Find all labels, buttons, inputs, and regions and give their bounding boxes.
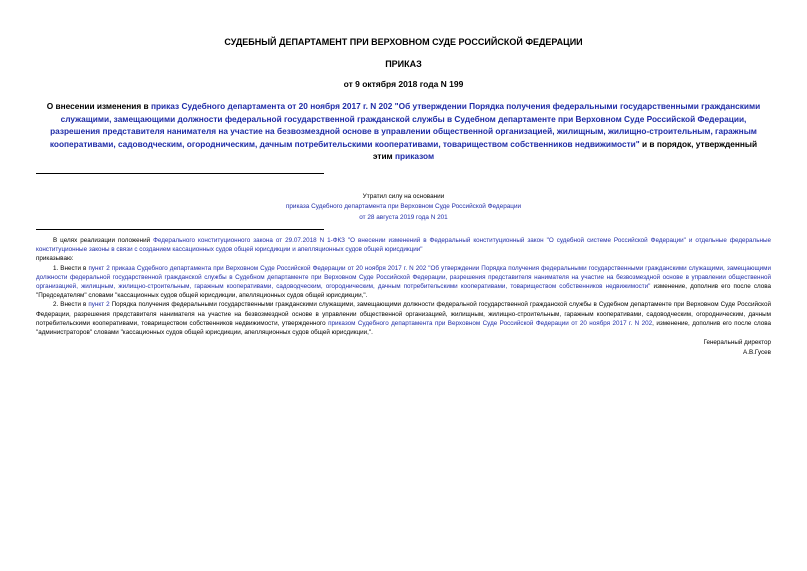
signature-position: Генеральный директор — [703, 339, 771, 347]
paragraph-item-2 — [36, 300, 771, 337]
item-1-link[interactable]: пункт 2 приказа Судебного департамента при Верховном Суде Российской Федерации от 20 ноября 2017 г. N 202 "Об утверждении Порядка получения федеральными государственными гражданскими служащими, замещающими должности федеральной государственной гражданской службы в Судебном департаменте при Верховном Суде Российской Федерации, разрешения представителя нанимателя на участие на безвозмездной основе в управлении общественной организацией, жилищным, жилищно-строительным, гаражным кооперативами, садоводческим, огородническим, дачным потребительскими кооперативами, товариществом собственников недвижимости" — [36, 264, 771, 291]
document-title — [36, 100, 771, 163]
paragraph-preamble — [36, 236, 771, 254]
item-2-link-order[interactable]: приказом Судебного департамента при Верховном Суде Российской Федерации от 20 ноября 2017 г. N 202 — [328, 319, 653, 327]
document — [36, 36, 771, 357]
title-link-order[interactable]: приказом — [395, 151, 435, 161]
item-1-prefix: 1. Внести в — [53, 264, 89, 272]
item-2-link-point[interactable]: пункт 2 — [88, 301, 110, 309]
date-number-heading: от 9 октября 2018 года N 199 — [343, 79, 464, 89]
law-link[interactable]: Федерального конституционного закона от 29.07.2018 N 1-ФКЗ "О внесении изменений в Федеральный конституционный закон "О судебной системе Российской Федерации" и отдельные федеральные конституционные законы в связи с созданием кассационных судов общей юрисдикции и апелляционных судов общей юрисдикции" — [36, 237, 771, 254]
paragraph-item-1 — [36, 264, 771, 301]
doc-type-heading: ПРИКАЗ — [385, 59, 422, 69]
signature-name: А.В.Гусев — [743, 348, 771, 356]
title-prefix: О внесении изменения в — [46, 101, 151, 111]
item-2-prefix: 2. Внести в — [53, 301, 89, 309]
department-heading: СУДЕБНЫЙ ДЕПАРТАМЕНТ ПРИ ВЕРХОВНОМ СУДЕ РОССИЙСКОЙ ФЕДЕРАЦИИ — [224, 37, 583, 47]
expired-line-1: Утратил силу на основании — [362, 192, 445, 200]
item-2-text: Порядка получения федеральными государственными гражданскими служащими, замещающими должности федеральной государственной гражданской службы в Судебном департаменте при Верховном Суде Российской Федерации, разрешения представителя нанимателя на участие на безвозмездной основе в управлении общественной организацией, жилищным, жилищно-строительным, гаражным кооперативами, садоводческим, огородническим, дачным потребительскими кооперативами, товариществом собственников недвижимости, утвержденного — [36, 301, 772, 327]
preamble-text: В целях реализации положений — [53, 237, 154, 244]
signature-block — [36, 338, 771, 357]
expired-notice — [36, 192, 771, 224]
expired-link-date[interactable]: от 28 августа 2019 года N 201 — [359, 213, 448, 221]
divider-bottom — [36, 229, 324, 230]
expired-link[interactable]: приказа Судебного департамента при Верховном Суде Российской Федерации — [285, 203, 522, 210]
title-link-order-202[interactable]: приказ Судебного департамента от 20 ноября 2017 г. N 202 "Об утверждении Порядка получения федеральными государственными гражданскими служащими, замещающими должности федеральной государственной гражданской службы в Судебном департаменте при Верховном Суде Российской Федерации, разрешения представителя нанимателя на участие на безвозмездной основе в управлении общественной организацией, жилищным, жилищно-строительным, гаражным кооперативами, садоводческим, огородническим, дачным потребительскими кооперативами, товариществом собственников недвижимости" — [49, 101, 761, 149]
divider-top — [36, 173, 324, 174]
item-2-suffix: , изменение, дополнив его после слова "администраторов" словами "кассационных судов общей юрисдикции, апелляционных судов общей юрисдикции,". — [36, 319, 771, 337]
title-middle: и в порядок, утвержденный этим — [372, 138, 758, 161]
item-1-suffix: изменение, дополнив его после слова "Председателям" словами "кассационных судов общей юрисдикции, апелляционных судов общей юрисдикции,". — [36, 283, 771, 300]
paragraph-order: приказываю: — [36, 255, 74, 263]
